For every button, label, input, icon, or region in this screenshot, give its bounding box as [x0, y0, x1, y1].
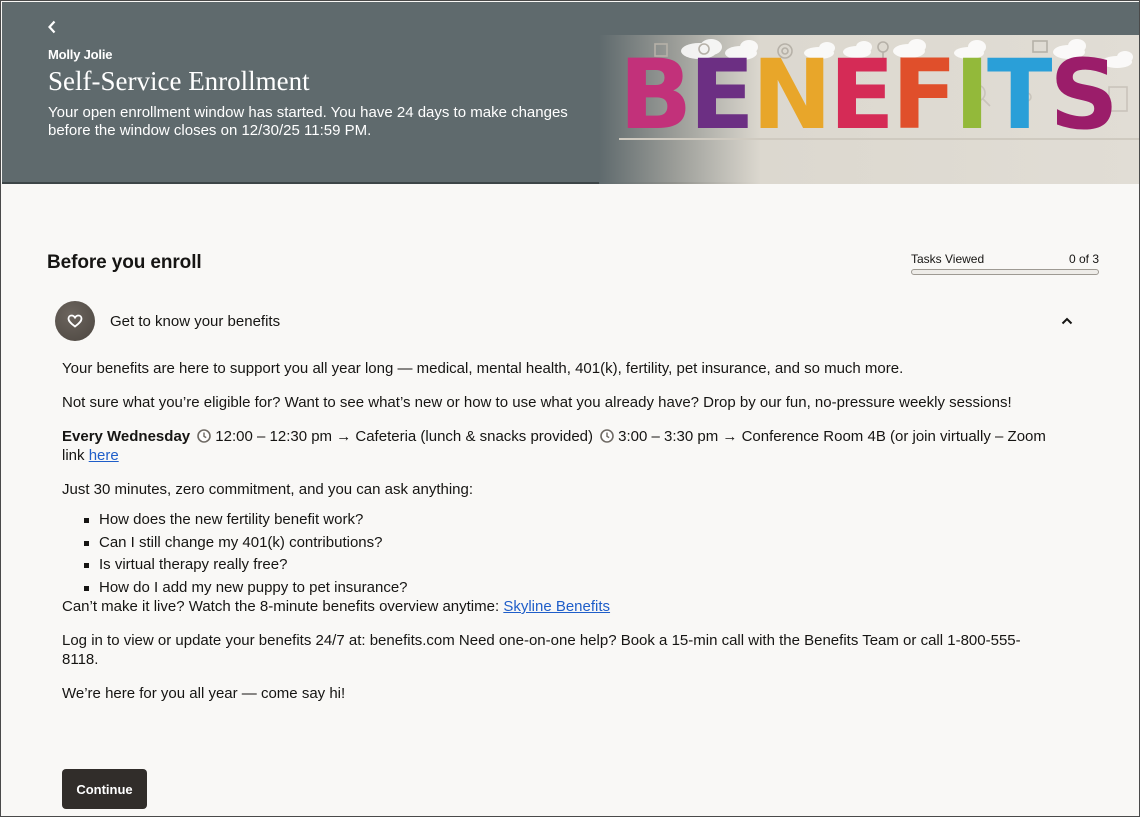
page-title: Self-Service Enrollment: [48, 66, 310, 96]
banner-letter: F: [891, 39, 955, 151]
tasks-viewed-progress: [911, 252, 1099, 275]
section-title: Before you enroll: [47, 252, 202, 273]
heart-icon: [67, 314, 83, 328]
tasks-viewed-label: Tasks Viewed: [911, 252, 985, 266]
banner-letter: E: [689, 39, 752, 151]
banner-letter: E: [829, 39, 892, 151]
intro-paragraph: Your benefits are here to support you all year long — medical, mental health, 401(k), fertility, pet insurance, and so much more.: [62, 360, 904, 377]
chevron-up-icon: [1061, 317, 1073, 325]
benefits-banner-word: [619, 39, 1116, 151]
list-item: How do I add my new puppy to pet insurance?: [82, 577, 1052, 600]
clock-icon: [600, 429, 614, 443]
questions-intro: Just 30 minutes, zero commitment, and you can ask anything:: [62, 481, 474, 498]
skyline-benefits-link[interactable]: Skyline Benefits: [503, 598, 611, 615]
help-paragraph: Log in to view or update your benefits 24/7 at: benefits.com Need one-on-one help? Book a 15-min call with the Benefits Team or call 1-800-555-8118.: [62, 632, 1021, 668]
tasks-progress-bar: [911, 269, 1099, 275]
zoom-link[interactable]: here: [88, 447, 119, 464]
banner-letter: I: [954, 39, 987, 151]
page-header: [2, 2, 1139, 184]
list-item: Can I still change my 401(k) contributions?: [82, 532, 1052, 555]
continue-button[interactable]: Continue: [62, 769, 147, 809]
list-item: Is virtual therapy really free?: [82, 554, 1052, 577]
accordion-icon-badge: [55, 301, 95, 341]
overview-text: Can’t make it live? Watch the 8-minute benefits overview anytime:: [62, 598, 500, 615]
schedule-slot-2: 3:00 – 3:30 pm → Conference Room 4B (or join virtually – Zoom link: [62, 428, 1046, 464]
clock-icon: [197, 429, 211, 443]
banner-letter: N: [751, 39, 830, 151]
sessions-paragraph: Not sure what you’re eligible for? Want to see what’s new or how to use what you already have? Drop by our fun, no-pressure weekly sessions!: [62, 394, 1012, 411]
accordion-content: [62, 359, 1052, 718]
tasks-viewed-count: 0 of 3: [1068, 252, 1099, 266]
user-name: Molly Jolie: [48, 47, 113, 62]
list-item: How does the new fertility benefit work?: [82, 509, 1052, 532]
collapse-button[interactable]: [1059, 313, 1075, 329]
enrollment-window-message: Your open enrollment window has started. You have 24 days to make changes before the window closes on 12/30/25 11:59 PM.: [48, 104, 568, 139]
benefits-banner-image: [599, 35, 1139, 184]
closing-paragraph: We’re here for you all year — come say hi!: [62, 685, 346, 702]
banner-letter: T: [986, 39, 1050, 151]
accordion-title: Get to know your benefits: [110, 312, 281, 330]
banner-letter: B: [619, 39, 690, 151]
chevron-left-icon: [47, 20, 57, 34]
schedule-day: Every Wednesday: [62, 428, 191, 445]
overview-paragraph: [62, 597, 1052, 616]
questions-list: [82, 509, 1052, 599]
banner-letter: S: [1049, 39, 1116, 151]
accordion-get-to-know-benefits[interactable]: [55, 300, 1085, 342]
schedule-slot-1: 12:00 – 12:30 pm → Cafeteria (lunch & snacks provided): [215, 428, 593, 445]
back-button[interactable]: [42, 16, 62, 38]
schedule-paragraph: [62, 427, 1052, 465]
